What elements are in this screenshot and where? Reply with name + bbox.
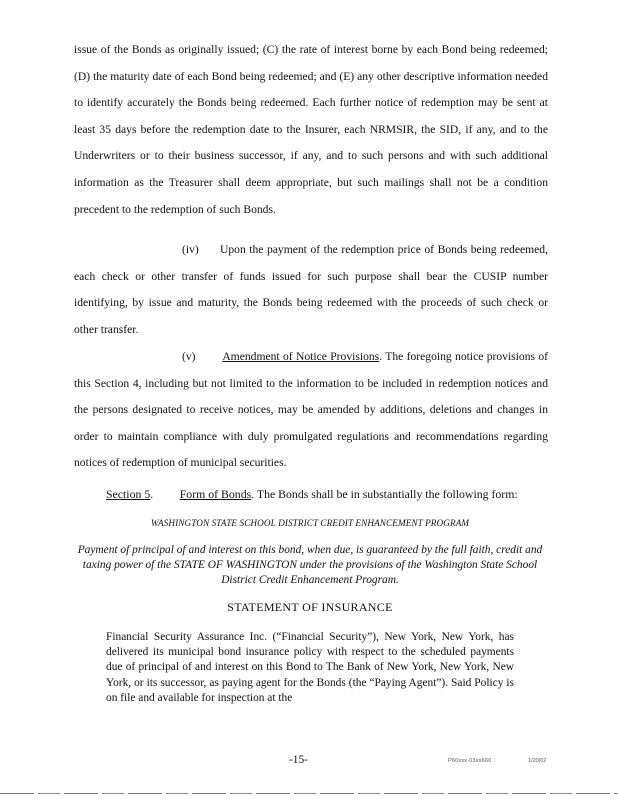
section-heading: Form of Bonds: [179, 487, 252, 501]
page-number: -15-: [289, 754, 308, 766]
cusip-paragraph-text: Upon the payment of the redemption price of Bonds being redeemed, each check or other transfer of funds issued for such purpose shall bear the CUSIP number identifying, by issue and maturity, the Bonds being redeemed with the proceeds of such check or other transfer.: [74, 243, 549, 336]
paragraph-number-iv: (iv): [182, 243, 199, 256]
guarantee-statement: Payment of principal of and interest on this bond, when due, is guaranteed by the full faith, credit and taxing power of the STATE OF WASHINGTON under the provisions of the Washington State School District Credit Enhancement Program.: [77, 544, 543, 586]
page-bottom-rule: [0, 793, 618, 794]
cusip-paragraph: [74, 237, 548, 343]
program-title: WASHINGTON STATE SCHOOL DISTRICT CREDIT ENHANCEMENT PROGRAM: [150, 518, 470, 528]
redemption-notice-paragraph: issue of the Bonds as originally issued; (C) the rate of interest borne by each Bond being redeemed; (D) the maturity date of each Bond being redeemed; and (E) any other descriptive information needed to identify accurately the Bonds being redeemed. Each further notice of redemption may be sent at least 35 days before the redemption date to the Insurer, each NRMSIR, the SID, if any, and to the Underwriters or to their business successor, if any, and to such persons and with such additional information as the Treasurer shall deem appropriate, but such mailings shall not be a condition precedent to the redemption of such Bonds.: [74, 43, 548, 216]
amendment-paragraph-text: . The foregoing notice provisions of this Section 4, including but not limited to the information to be included in redemption notices and the persons designated to receive notices, may be amended by additions, deletions and changes in order to maintain compliance with duly promulgated regulations and recommendations regarding notices of redemption of municipal securities.: [74, 350, 549, 470]
document-id: P60xxx-03xx660: [448, 758, 492, 764]
section-text: . The Bonds shall be in substantially the following form:: [251, 487, 518, 501]
section-label: Section 5: [106, 487, 151, 501]
amendment-heading: Amendment of Notice Provisions: [222, 350, 380, 363]
paragraph-number-v: (v): [182, 350, 196, 363]
section-5-line: Section 5. Form of Bonds. The Bonds shall be in substantially the following form:: [106, 487, 518, 501]
insurance-heading: STATEMENT OF INSURANCE: [227, 600, 393, 614]
document-date: 1/20/02: [528, 758, 547, 764]
insurance-paragraph: Financial Security Assurance Inc. (“Financial Security”), New York, New York, has delivered its municipal bond insurance policy with respect to the scheduled payments due of principal of and interest on this Bond to The Bank of New York, New York, New York, or its successor, as paying agent for the Bonds (the “Paying Agent”). Said Policy is on file and available for inspection at the: [106, 631, 514, 704]
amendment-paragraph: [74, 344, 548, 477]
